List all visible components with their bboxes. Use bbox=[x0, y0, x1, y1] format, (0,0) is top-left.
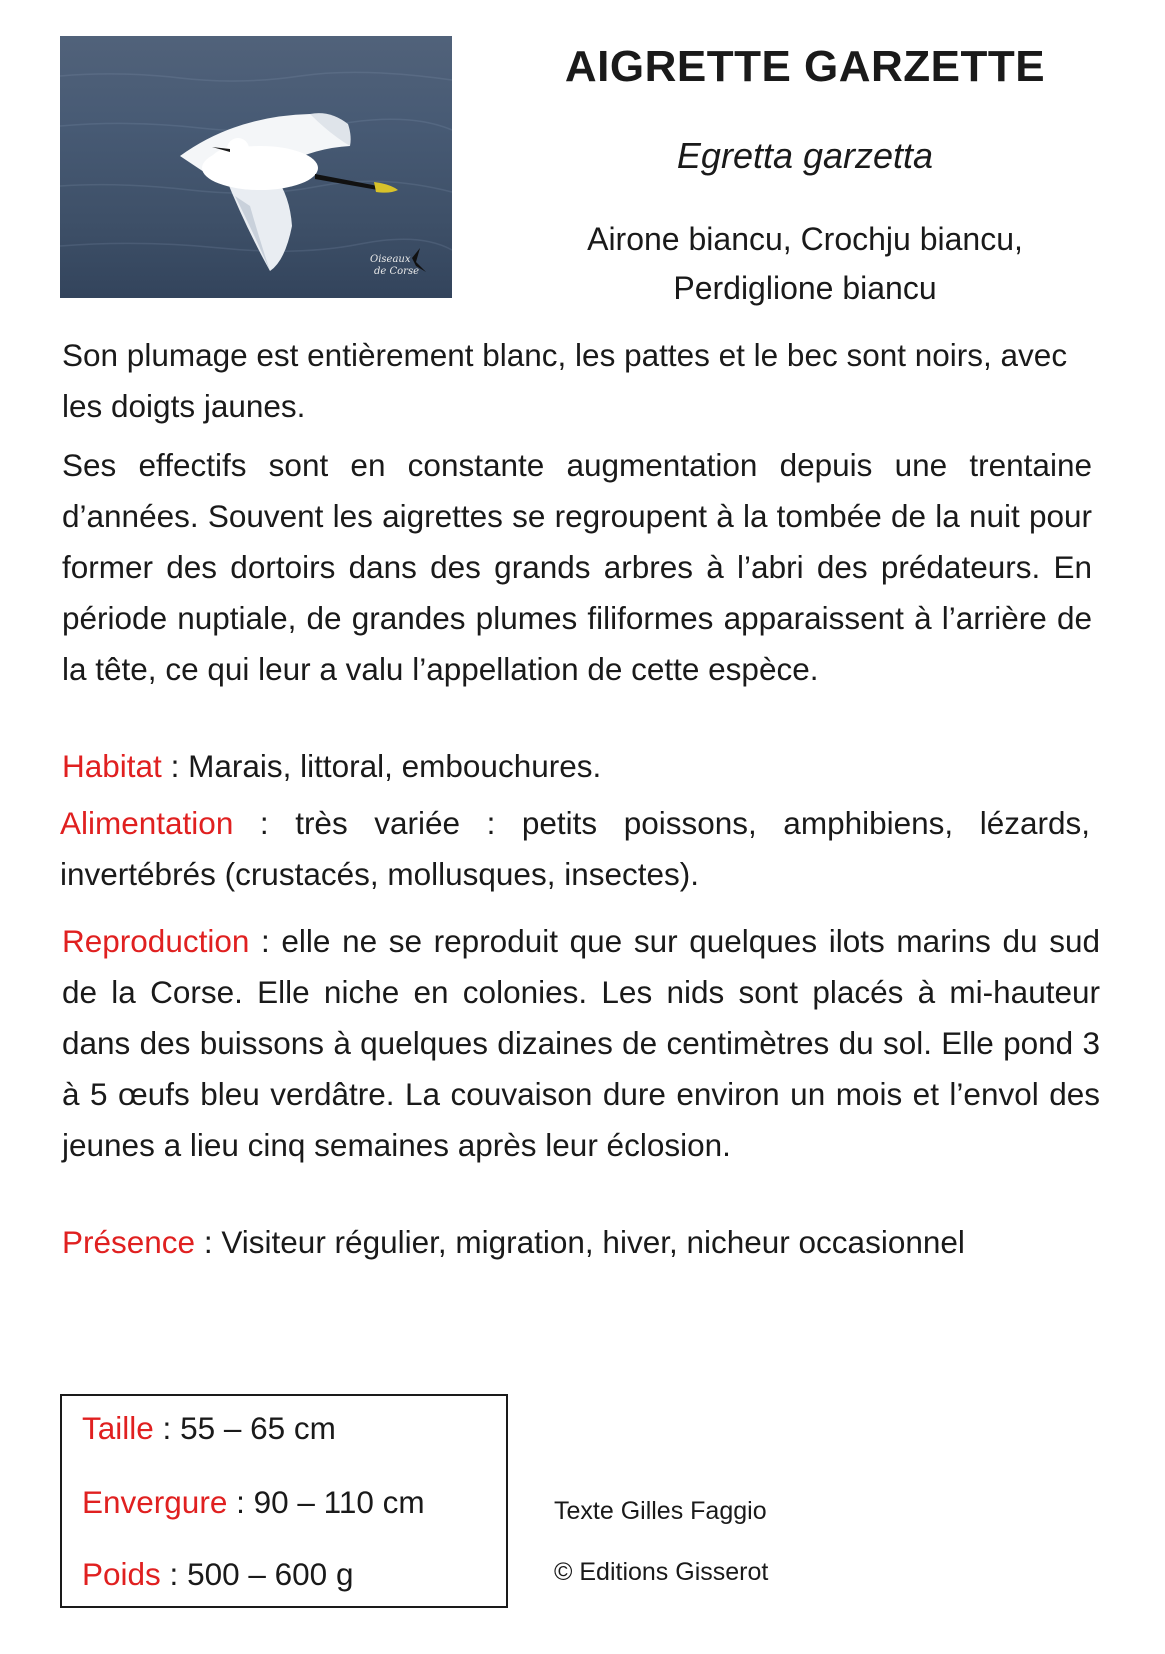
local-names-line-2: Perdiglione biancu bbox=[673, 270, 937, 306]
size-separator: : bbox=[153, 1410, 181, 1446]
wingspan-row bbox=[82, 1484, 425, 1521]
habitat-separator: : bbox=[161, 748, 189, 784]
presence-text: Visiteur régulier, migration, hiver, nicheur occasionnel bbox=[221, 1224, 965, 1260]
size-value: 55 – 65 cm bbox=[180, 1410, 336, 1446]
habitat-text: Marais, littoral, embouchures. bbox=[188, 748, 602, 784]
weight-row bbox=[82, 1556, 353, 1593]
weight-value: 500 – 600 g bbox=[187, 1556, 354, 1592]
measurements-box bbox=[60, 1394, 508, 1608]
weight-separator: : bbox=[160, 1556, 188, 1592]
weight-label: Poids bbox=[82, 1556, 161, 1592]
local-names bbox=[500, 215, 1110, 313]
reproduction-text: elle ne se reproduit que sur quelques ilots marins du sud de la Corse. Elle niche en colonies. Les nids sont placés à mi-hauteur dans des buissons à quelques dizaines de centimètres du sol. Elle pond 3 à 5 œufs bleu verdâtre. La couvaison dure environ un mois et l’envol des jeunes a lieu cinq semaines après leur éclosion. bbox=[62, 923, 1100, 1163]
watermark-line-2: de Corse bbox=[374, 266, 419, 277]
habitat-label: Habitat bbox=[62, 748, 162, 784]
size-row bbox=[82, 1410, 336, 1447]
history-paragraph: Ses effectifs sont en constante augmentation depuis une trentaine d’années. Souvent les aigrettes se regroupent à la tombée de la nuit pour former des dortoirs dans des grands arbres à l’abri des prédateurs. En période nuptiale, de grandes plumes filiformes apparaissent à l’arrière de la tête, ce qui leur a valu l’appellation de cette espèce. bbox=[62, 447, 1092, 687]
presence-section bbox=[62, 1217, 1104, 1268]
author-credit: Texte Gilles Faggio bbox=[554, 1497, 767, 1525]
alimentation-section bbox=[60, 798, 1090, 900]
egret-illustration bbox=[60, 36, 452, 298]
alimentation-separator: : bbox=[233, 805, 296, 841]
reproduction-section bbox=[62, 916, 1100, 1171]
wingspan-separator: : bbox=[227, 1484, 254, 1520]
egret-photo bbox=[60, 36, 452, 298]
page-title: AIGRETTE GARZETTE bbox=[564, 42, 1046, 91]
reproduction-label: Reproduction bbox=[62, 923, 250, 959]
alimentation-text: très variée : petits poissons, amphibiens, lézards, invertébrés (crustacés, mollusques, insectes). bbox=[60, 805, 1090, 892]
reproduction-separator: : bbox=[249, 923, 282, 959]
habitat-section bbox=[62, 741, 1104, 792]
watermark-line-1: Oiseaux bbox=[370, 254, 411, 265]
local-names-line-1: Airone biancu, Crochju biancu, bbox=[587, 221, 1023, 257]
wingspan-label: Envergure bbox=[82, 1484, 228, 1520]
presence-separator: : bbox=[195, 1224, 222, 1260]
wingspan-value: 90 – 110 cm bbox=[253, 1484, 425, 1520]
publisher-credit: © Editions Gisserot bbox=[554, 1558, 769, 1586]
size-label: Taille bbox=[82, 1410, 154, 1446]
alimentation-label: Alimentation bbox=[60, 805, 234, 841]
scientific-name: Egretta garzetta bbox=[676, 135, 934, 176]
presence-label: Présence bbox=[62, 1224, 196, 1260]
description-paragraph: Son plumage est entièrement blanc, les pattes et le bec sont noirs, avec les doigts jaunes. bbox=[62, 337, 1068, 424]
